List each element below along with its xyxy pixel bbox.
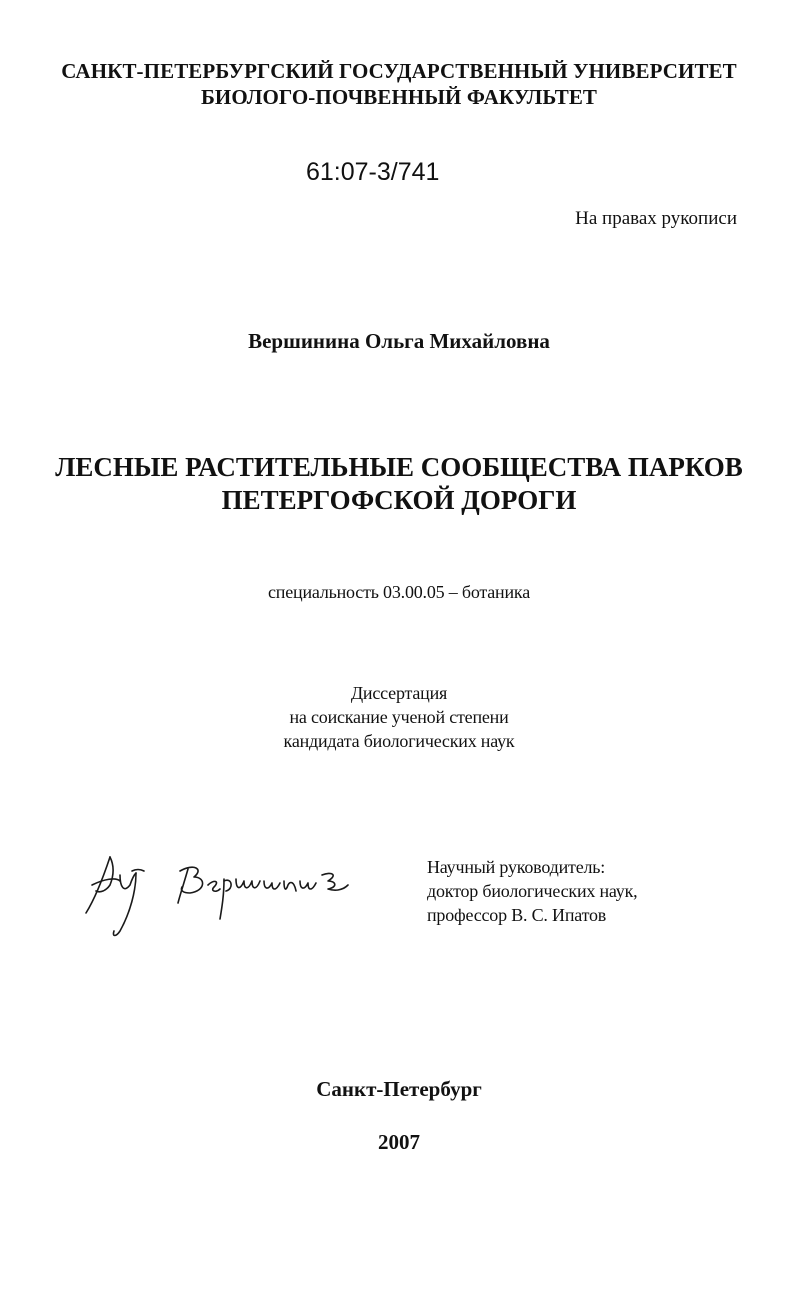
degree-line-2: на соискание ученой степени (289, 707, 509, 727)
dissertation-degree (0, 681, 798, 753)
supervisor-line-2: доктор биологических наук, (427, 881, 638, 901)
year: 2007 (378, 1130, 420, 1154)
city: Санкт-Петербург (316, 1077, 482, 1101)
title-line-1: ЛЕСНЫЕ РАСТИТЕЛЬНЫЕ СООБЩЕСТВА ПАРКОВ (55, 452, 743, 482)
university-name: САНКТ-ПЕТЕРБУРГСКИЙ ГОСУДАРСТВЕННЫЙ УНИВЕРСИТЕТ (61, 59, 737, 83)
specialty: специальность 03.00.05 – ботаника (268, 582, 530, 602)
dissertation-title (0, 451, 798, 517)
manuscript-rights-note: На правах рукописи (575, 208, 737, 229)
university-header (0, 58, 798, 110)
degree-line-1: Диссертация (350, 683, 448, 703)
title-line-2: ПЕТЕРГОФСКОЙ ДОРОГИ (221, 485, 577, 515)
supervisor-line-3: профессор В. С. Ипатов (427, 905, 607, 925)
catalog-code: 61:07-3/741 (306, 158, 440, 186)
author-name: Вершинина Ольга Михайловна (248, 329, 550, 353)
scientific-supervisor (427, 855, 637, 927)
faculty-name: БИОЛОГО-ПОЧВЕННЫЙ ФАКУЛЬТЕТ (200, 85, 598, 109)
supervisor-line-1: Научный руководитель: (427, 857, 606, 877)
handwritten-signature-icon (70, 835, 350, 945)
degree-line-3: кандидата биологических наук (283, 731, 515, 751)
